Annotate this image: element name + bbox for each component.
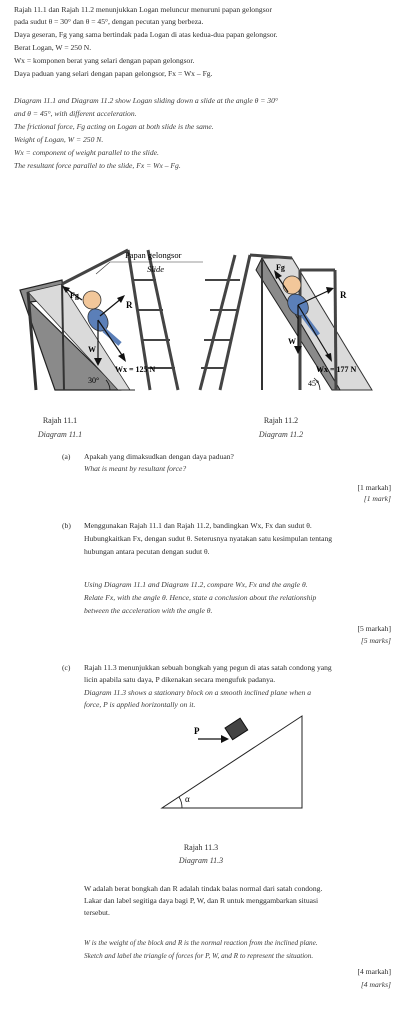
question-c-english-line-1: Diagram 11.3 shows a stationary block on a smooth inclined plane when a <box>84 688 312 697</box>
caption-diagram-11-3-malay: Rajah 11.3 <box>183 843 219 852</box>
slide-diagrams <box>0 240 405 400</box>
question-c-english-line-2: force, P is applied horizontally on it. <box>84 700 196 709</box>
question-b-malay-line-1: Menggunakan Rajah 11.1 dan Rajah 11.2, bandingkan Wx, Fx dan sudut θ. <box>84 521 312 530</box>
intro-english-line-3: The frictional force, Fg acting on Logan at both slide is the same. <box>14 122 214 131</box>
question-a-english: What is meant by resultant force? <box>84 464 187 473</box>
slide-label-malay: Papan gelongsor <box>125 250 182 260</box>
question-c-text2-malay-line-1: W adalah berat bongkah dan R adalah tindak balas normal dari satah condong. <box>84 884 323 893</box>
slide-label-english: Slide <box>147 264 164 274</box>
left-w-label: W <box>88 345 96 354</box>
question-b-mark-english: [5 marks] <box>360 636 391 645</box>
question-a-mark-malay: [1 markah] <box>357 483 391 492</box>
question-b-malay-line-2: Hubungkaitkan Fx, dengan sudut θ. Seterusnya nyatakan satu kesimpulan tentang <box>84 534 333 543</box>
question-c-mark-malay: [4 markah] <box>357 967 391 976</box>
intro-english-line-2: and θ = 45°, with different acceleration. <box>14 109 137 118</box>
question-a-mark-english: [1 mark] <box>363 494 391 503</box>
question-a-label: (a) <box>62 452 71 461</box>
right-wx-label: Wx = 177 N <box>316 365 357 374</box>
intro-english-line-1: Diagram 11.1 and Diagram 11.2 show Logan sliding down a slide at the angle θ = 30° <box>14 96 278 105</box>
stationary-block <box>225 718 248 740</box>
angle-alpha-label: α <box>185 794 190 804</box>
left-fg-label: Fg <box>70 291 79 300</box>
question-b-label: (b) <box>62 521 71 530</box>
caption-diagram-11-3-english: Diagram 11.3 <box>178 856 224 865</box>
question-c-text2-english-line-1: W is the weight of the block and R is the normal reaction from the inclined plane. <box>84 939 318 947</box>
intro-malay-line-4: Berat Logan, W = 250 N. <box>14 43 92 52</box>
right-angle-label: 45° <box>308 379 320 388</box>
question-b-english-line-3: between the acceleration with the angle θ. <box>84 606 213 615</box>
question-c-malay-line-2: licin apabila satu daya, P dikenakan secara mengufuk padanya. <box>84 675 276 684</box>
intro-malay-line-2: pada sudut θ = 30° dan θ = 45°, dengan pecutan yang berbeza. <box>14 17 204 26</box>
intro-english-line-4: Weight of Logan, W = 250 N. <box>14 135 104 144</box>
caption-diagram-11-2-english: Diagram 11.2 <box>258 430 304 439</box>
question-c-text2-english-line-2: Sketch and label the triangle of forces for P, W, and R to represent the situation. <box>84 952 314 960</box>
left-wx-label: Wx = 125 N <box>115 365 156 374</box>
left-r-label: R <box>126 300 133 310</box>
intro-english-line-5: Wx = component of weight parallel to the slide. <box>14 148 159 157</box>
caption-diagram-11-1-malay: Rajah 11.1 <box>42 416 78 425</box>
intro-malay-line-5: Wx = komponen berat yang selari dengan papan gelongsor. <box>14 56 195 65</box>
intro-english-line-6: The resultant force parallel to the slide, Fx = Wx – Fg. <box>14 161 181 170</box>
question-c-mark-english: [4 marks] <box>360 980 391 989</box>
question-b-mark-malay: [5 markah] <box>357 624 391 633</box>
left-angle-label: 30° <box>88 376 100 385</box>
intro-malay-line-6: Daya paduan yang selari dengan papan gelongsor, Fx = Wx – Fg. <box>14 69 213 78</box>
caption-diagram-11-2-malay: Rajah 11.2 <box>263 416 299 425</box>
caption-diagram-11-1-english: Diagram 11.1 <box>37 430 83 439</box>
intro-malay-line-1: Rajah 11.1 dan Rajah 11.2 menunjukkan Logan meluncur menuruni papan gelongsor <box>14 5 272 14</box>
question-c-label: (c) <box>62 663 71 672</box>
intro-malay-line-3: Daya geseran, Fg yang sama bertindak pada Logan di atas kedua-dua papan gelongsor. <box>14 30 278 39</box>
question-b-english-line-1: Using Diagram 11.1 and Diagram 11.2, compare Wx, Fx and the angle θ. <box>84 580 308 589</box>
question-c-text2-malay-line-3: tersebut. <box>84 908 110 917</box>
question-b-english-line-2: Relate Fx, with the angle θ. Hence, state a conclusion about the relationship <box>84 593 317 602</box>
right-r-label: R <box>340 290 347 300</box>
right-w-label: W <box>288 337 296 346</box>
inclined-plane-diagram <box>0 708 405 818</box>
question-a-malay: Apakah yang dimaksudkan dengan daya paduan? <box>84 452 234 461</box>
question-c-malay-line-1: Rajah 11.3 menunjukkan sebuah bongkah yang pegun di atas satah condong yang <box>84 663 332 672</box>
right-fg-label: Fg <box>276 263 285 272</box>
force-p-label: P <box>194 726 200 736</box>
question-c-text2-malay-line-2: Lakar dan label segitiga daya bagi P, W, dan R untuk menggambarkan situasi <box>84 896 319 905</box>
question-b-malay-line-3: hubungan antara pecutan dengan sudut θ. <box>84 547 210 556</box>
